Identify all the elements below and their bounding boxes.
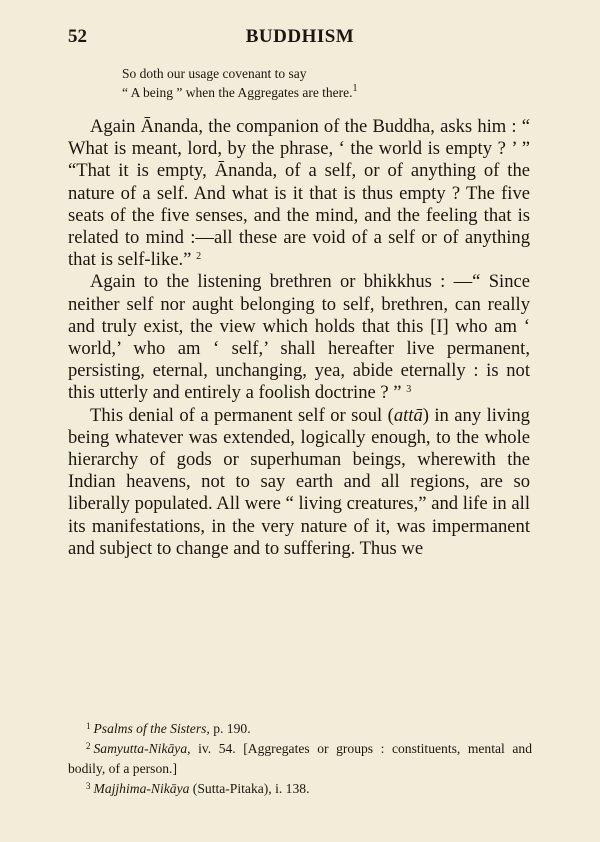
paragraph — [68, 405, 530, 560]
paragraph-text: This denial of a permanent self or soul ( — [90, 404, 394, 426]
footnote-text: p. 190. — [209, 721, 251, 736]
paragraph-text: Again to the listening brethren or bhikkhus : —“ Since neither self nor aught belonging to self, brethren, can really and truly exist, the view which holds that this [I] who am ‘ world,’ who am ‘ self,’ shall hereafter live permanent, persisting, eternal, unchanging, yea, abide eternally : is not this utterly and entirely a foolish doctrine ? ” — [68, 271, 530, 404]
italic-term: attā — [393, 404, 423, 426]
paragraph — [68, 116, 530, 271]
verse-line — [122, 83, 502, 102]
running-title: BUDDHISM — [245, 26, 355, 47]
footnote-text: (Sutta-Pitaka), i. 138. — [189, 781, 310, 796]
footnote-text: iv. 54. [Aggregates or groups : constituents, mental and bodily, of a person.] — [68, 741, 532, 776]
footnote-mark: 2 — [86, 741, 91, 751]
paragraph-text: ) in any living being whatever was extended, logically enough, to the whole hierarchy of gods or superhuman beings, wherewith the Indian heavens, not to say earth and all regions, are so liberally populated. All were “ living creatures,” and life in all its manifestations, in the very nature of it, was impermanent and subject to change and to suffering. Thus we — [68, 404, 530, 559]
footnote-title: Samyutta-Nikāya, — [93, 741, 191, 756]
footnote — [68, 779, 532, 799]
footnote-ref: 3 — [406, 384, 412, 396]
footnote-title: Majjhima-Nikāya — [93, 781, 190, 796]
footnote-ref: 1 — [352, 83, 358, 94]
verse-line: So doth our usage covenant to say — [122, 66, 307, 81]
page-header — [68, 26, 532, 52]
footnote-ref: 2 — [196, 251, 202, 263]
paragraph — [68, 271, 530, 404]
footnote-mark: 1 — [86, 721, 91, 731]
footnote-title: Psalms of the Sisters, — [93, 721, 210, 736]
verse-quote — [122, 64, 502, 102]
verse-line-text: “ A being ” when the Aggregates are there. — [122, 85, 353, 100]
footnotes — [68, 719, 532, 799]
page-number: 52 — [68, 26, 87, 47]
body-text — [68, 116, 530, 560]
paragraph-text: Again Ānanda, the companion of the Buddha, asks him : “ What is meant, lord, by the phrase, ‘ the world is empty ? ’ ” “That it is empty, Ānanda, of a self, or of anything of the nature of a self. And what is it that is thus empty ? The five seats of the five senses, and the mind, and the feeling that is related to mind :—all these are void of a self or of anything that is self-like.” — [68, 116, 530, 271]
footnote — [68, 719, 532, 739]
footnote — [68, 739, 532, 779]
footnote-mark: 3 — [86, 781, 91, 791]
